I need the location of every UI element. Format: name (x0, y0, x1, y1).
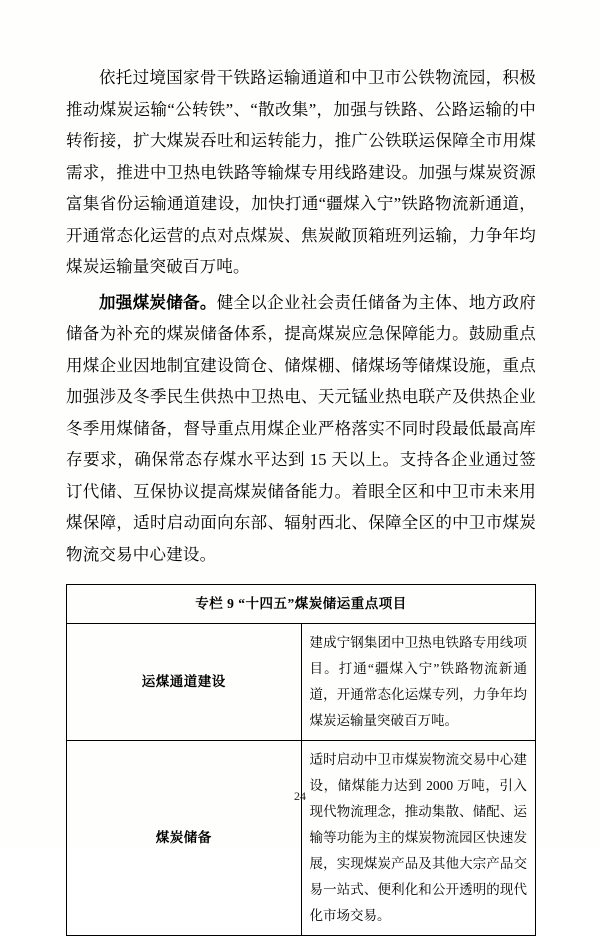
table-row (67, 741, 536, 936)
row-body-transport-channel: 建成宁钢集团中卫热电铁路专用线项目。打通“疆煤入宁”铁路物流新通道，开通常态化运煤专列，力争年均煤炭运输量突破百万吨。 (301, 624, 536, 741)
paragraph-1: 依托过境国家骨干铁路运输通道和中卫市公铁物流园，积极推动煤炭运输“公转铁”、“散改集”，加强与铁路、公路运输的中转衔接，扩大煤炭吞吐和运转能力，推广公铁联运保障全市用煤需求，推进中卫热电铁路等输煤专用线路建设。加强与煤炭资源富集省份运输通道建设，加快打通“疆煤入宁”铁路物流新通道，开通常态化运营的点对点煤炭、焦炭敞顶箱班列运输，力争年均煤炭运输量突破百万吨。 (66, 68, 536, 276)
page-content (66, 62, 536, 936)
highlight-table (66, 584, 536, 936)
highlight-box (66, 584, 536, 936)
paragraph-2 (66, 287, 536, 571)
highlight-box-title: 专栏 9 “十四五”煤炭储运重点项目 (67, 585, 536, 624)
table-row (67, 585, 536, 624)
table-row (67, 624, 536, 741)
row-label-coal-reserve: 煤炭储备 (67, 741, 302, 936)
page-number: 24 (294, 789, 306, 803)
row-label-transport-channel: 运煤通道建设 (67, 624, 302, 741)
row-body-coal-reserve: 适时启动中卫市煤炭物流交易中心建设，储煤能力达到 2000 万吨，引入现代物流理念，推动集散、储配、运输等功能为主的煤炭物流园区快速发展，实现煤炭产品及其他大宗产品交易一站式、便利化和公开透明的现代化市场交易。 (301, 741, 536, 936)
paragraph-2-body: 健全以企业社会责任储备为主体、地方政府储备为补充的煤炭储备体系，提高煤炭应急保障能力。鼓励重点用煤企业因地制宜建设筒仓、储煤棚、储煤场等储煤设施，重点加强涉及冬季民生供热中卫热电、天元锰业热电联产及供热企业冬季用煤储备，督导重点用煤企业严格落实不同时段最低最高库存要求，确保常态存煤水平达到 15 天以上。支持各企业通过签订代储、互保协议提高煤炭储备能力。着眼全区和中卫市未来用煤保障，适时启动面向东部、辐射西北、保障全区的中卫市煤炭物流交易中心建设。 (66, 292, 536, 564)
paragraph-2-lead: 加强煤炭储备。 (99, 292, 217, 312)
